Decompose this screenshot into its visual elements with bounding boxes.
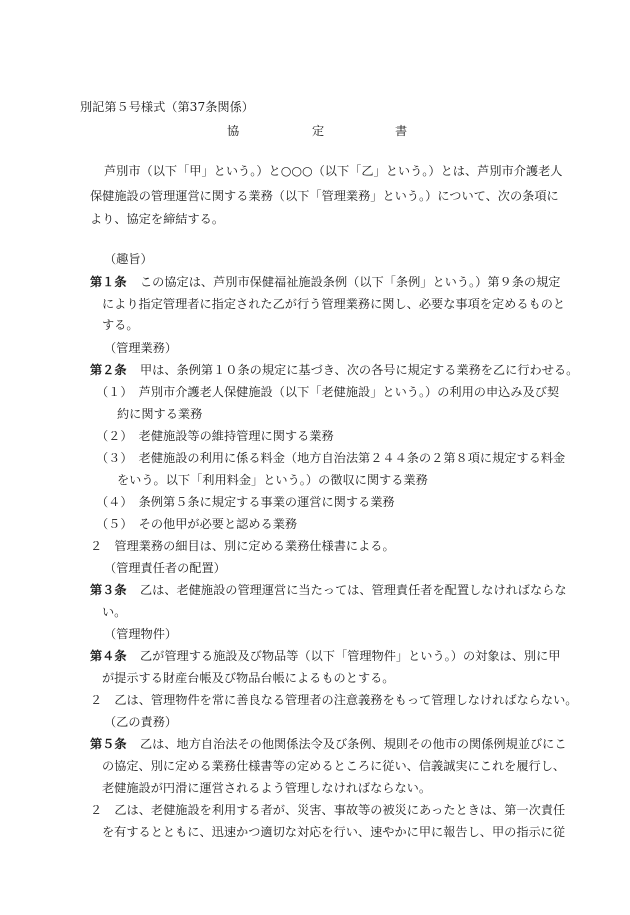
article-number: 第３条 <box>90 583 127 597</box>
title-char-2: 定 <box>312 124 325 138</box>
article-text: この協定は、芦別市保健福祉施設条例（以下「条例」という。）第９条の規定 <box>140 275 561 289</box>
article-caption: （趣旨） <box>104 252 153 266</box>
preamble-line: 芦別市（以下「甲」という。）と○○○（以下「乙」という。）とは、芦別市介護老人 <box>104 164 563 178</box>
article-number: 第２条 <box>90 363 127 377</box>
article-number: 第１条 <box>90 275 127 289</box>
article-number: 第５条 <box>90 737 127 751</box>
article-caption: （管理業務） <box>104 341 178 355</box>
article-paragraph: ２ 乙は、管理物件を常に善良なる管理者の注意義務をもって管理しなければならない。 <box>90 693 578 707</box>
article-number: 第４条 <box>90 649 127 663</box>
article-paragraph: ２ 管理業務の細目は、別に定める業務仕様書による。 <box>90 539 395 553</box>
article-text: する。 <box>102 318 139 332</box>
article-paragraph: を有するとともに、迅速かつ適切な対応を行い、速やかに甲に報告し、甲の指示に従 <box>102 825 566 839</box>
article-caption: （乙の責務） <box>104 715 178 729</box>
article-caption: （管理責任者の配置） <box>104 561 226 575</box>
article-text: が提示する財産台帳及び物品台帳によるものとする。 <box>102 671 395 685</box>
list-item-continuation: 約に関する業務 <box>117 407 203 421</box>
form-header: 別記第５号様式（第37条関係） <box>80 100 254 114</box>
article-paragraph: ２ 乙は、老健施設を利用する者が、災害、事故等の被災にあったときは、第一次責任 <box>90 803 566 817</box>
article-text: の協定、別に定める業務仕様書等の定めるところに従い、信義誠実にこれを履行し、 <box>102 759 566 773</box>
list-item: （４） 条例第５条に規定する事業の運営に関する業務 <box>96 495 395 509</box>
title-char-1: 協 <box>227 124 240 138</box>
list-item: （１） 芦別市介護老人保健施設（以下「老健施設」という。）の利用の申込み及び契 <box>96 385 560 399</box>
list-item: （３） 老健施設の利用に係る料金（地方自治法第２４４条の２第８項に規定する料金 <box>96 451 566 465</box>
article-text: 甲は、条例第１０条の規定に基づき、次の各号に規定する業務を乙に行わせる。 <box>140 363 579 377</box>
article-text: 老健施設が円滑に運営されるよう管理しなければならない。 <box>102 781 432 795</box>
article-caption: （管理物件） <box>104 627 178 641</box>
list-item-continuation: をいう。以下「利用料金」という。）の徴収に関する業務 <box>117 473 428 487</box>
article-text: い。 <box>102 605 127 619</box>
article-text: 乙は、地方自治法その他関係法令及び条例、規則その他市の関係例規並びにこ <box>140 737 567 751</box>
list-item: （５） その他甲が必要と認める業務 <box>96 517 298 531</box>
article-text: 乙が管理する施設及び物品等（以下「管理物件」という。）の対象は、別に甲 <box>140 649 561 663</box>
list-item: （２） 老健施設等の維持管理に関する業務 <box>96 429 334 443</box>
preamble-line: 保健施設の管理運営に関する業務（以下「管理業務」という。）について、次の条項に <box>90 189 559 203</box>
article-text: により指定管理者に指定された乙が行う管理業務に関し、必要な事項を定めるものと <box>102 297 566 311</box>
preamble-line: より、協定を締結する。 <box>90 212 225 226</box>
article-text: 乙は、老健施設の管理運営に当たっては、管理責任者を配置しなければならな <box>140 583 567 597</box>
title-char-3: 書 <box>395 124 408 138</box>
